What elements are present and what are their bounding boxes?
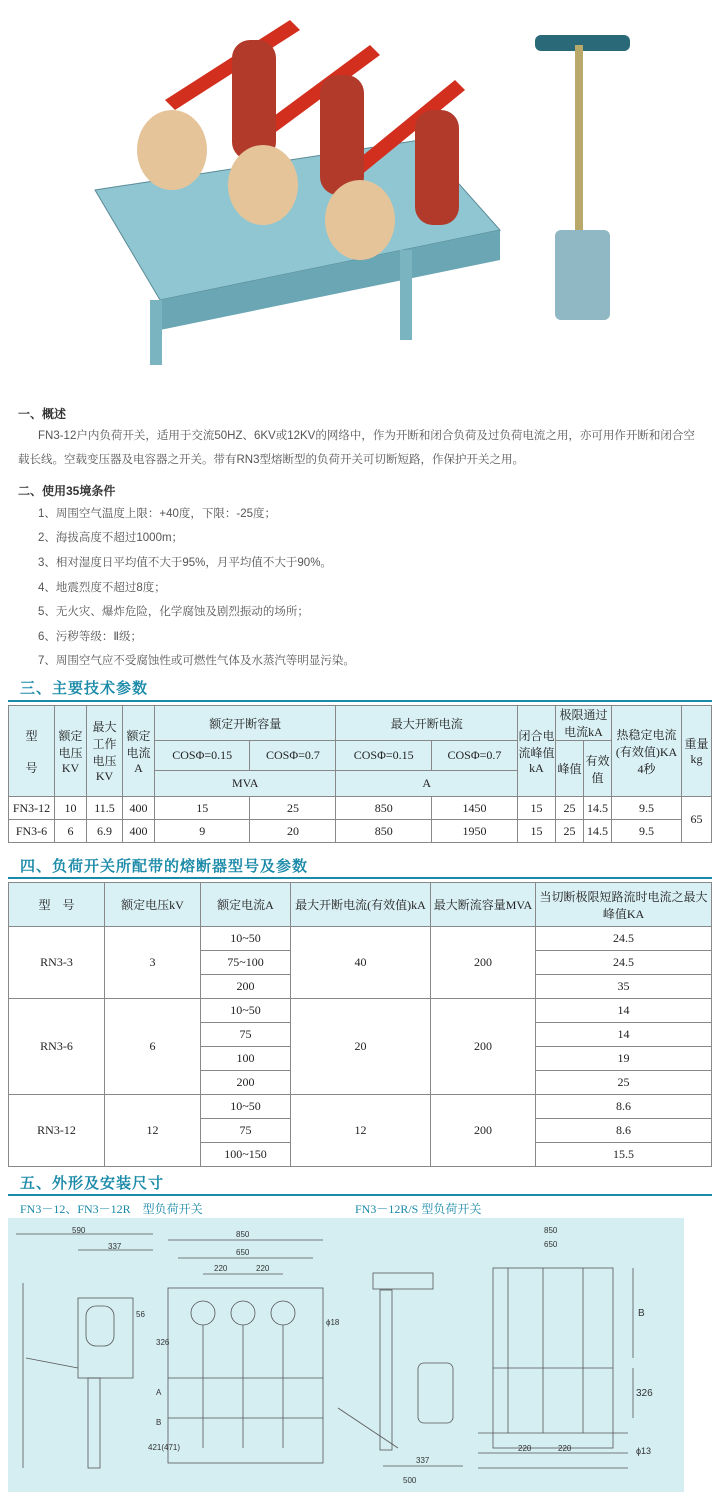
product-photo: [0, 0, 720, 395]
fuse-params-table: [8, 882, 712, 1167]
cell: 14.5: [584, 797, 612, 820]
left-drawing-caption: FN3－12、FN3－12R 型负荷开关: [20, 1202, 203, 1216]
th-fuse-max-i: 最大开断电流(有效值)kA: [291, 883, 431, 927]
cell: 400: [123, 797, 155, 820]
fuse-current-cell: 10~50: [201, 1095, 291, 1119]
cell: 9.5: [612, 797, 682, 820]
th-cos-3: COSΦ=0.15: [336, 741, 431, 771]
th-cos-1: COSΦ=0.15: [155, 741, 250, 771]
condition-item: 5、无火灾、爆炸危险，化学腐蚀及剧烈振动的场所；: [38, 606, 309, 618]
cell-model: FN3-12: [9, 797, 55, 820]
overview-heading: 一、概述: [18, 407, 67, 421]
th-mva: MVA: [155, 771, 336, 797]
fuse-max-current-cell: 12: [291, 1095, 431, 1167]
th-cos-4: COSΦ=0.7: [431, 741, 517, 771]
cell: 25: [556, 820, 584, 843]
fuse-peak-cell: 35: [536, 975, 712, 999]
th-fuse-rated-i: 额定电流A: [201, 883, 291, 927]
dim-label: B: [638, 1308, 645, 1319]
cell: 850: [336, 797, 431, 820]
fuse-peak-cell: 19: [536, 1047, 712, 1071]
right-drawing-caption: FN3－12R/S 型负荷开关: [355, 1202, 482, 1216]
fuse-max-current-cell: 20: [291, 999, 431, 1095]
dimensions-title: 五、外形及安装尺寸: [20, 1175, 165, 1192]
divider: [8, 700, 712, 702]
th-eff: 有效值: [584, 741, 612, 797]
th-max-v: 最大工作电压KV: [87, 706, 123, 797]
th-peak: 峰值: [556, 741, 584, 797]
overview-line-2: 载长线。空载变压器及电容器之开关。带有RN3型熔断型的负荷开关可切断短路，作保护开关之用。: [18, 454, 525, 466]
cell: 6.9: [87, 820, 123, 843]
fuse-current-cell: 100~150: [201, 1143, 291, 1167]
fuse-params-title: 四、负荷开关所配带的熔断器型号及参数: [20, 858, 309, 875]
th-break-cap: 额定开断容量: [155, 706, 336, 741]
fuse-peak-cell: 25: [536, 1071, 712, 1095]
cell: 15: [518, 820, 556, 843]
th-cos-2: COSΦ=0.7: [250, 741, 336, 771]
th-fuse-peak: 当切断极限短路流时电流之最大峰值KA: [536, 883, 712, 927]
th-thermal: 热稳定电流(有效值)KA 4秒: [612, 706, 682, 797]
divider: [8, 1194, 712, 1196]
cell: 1450: [431, 797, 517, 820]
condition-item: 2、海拔高度不超过1000m；: [38, 532, 184, 544]
dim-label: A: [156, 1388, 162, 1397]
dim-label: 220: [256, 1264, 270, 1273]
fuse-capacity-cell: 200: [431, 927, 536, 999]
fuse-row: [9, 999, 712, 1023]
cell: 10: [55, 797, 87, 820]
dim-label: 850: [236, 1230, 250, 1239]
condition-item: 4、地震烈度不超过8度；: [38, 582, 166, 594]
cell: 14.5: [584, 820, 612, 843]
dim-label: 650: [236, 1248, 250, 1257]
fuse-peak-cell: 24.5: [536, 951, 712, 975]
tech-params-table: [8, 705, 712, 843]
fuse-current-cell: 200: [201, 975, 291, 999]
fuse-voltage-cell: 3: [105, 927, 201, 999]
fuse-peak-cell: 24.5: [536, 927, 712, 951]
fuse-capacity-cell: 200: [431, 1095, 536, 1167]
fuse-capacity-cell: 200: [431, 999, 536, 1095]
fuse-model-cell: RN3-6: [9, 999, 105, 1095]
fuse-current-cell: 75: [201, 1119, 291, 1143]
dim-label: 220: [558, 1444, 572, 1453]
th-a: A: [336, 771, 518, 797]
fuse-current-cell: 100: [201, 1047, 291, 1071]
dim-label: 326: [156, 1338, 170, 1347]
dim-label: ϕ18: [326, 1318, 340, 1327]
th-rated-v: 额定电压KV: [55, 706, 87, 797]
fuse-peak-cell: 8.6: [536, 1119, 712, 1143]
cell: 1950: [431, 820, 517, 843]
dim-label: 421(471): [148, 1443, 181, 1452]
fuse-peak-cell: 15.5: [536, 1143, 712, 1167]
cell: 850: [336, 820, 431, 843]
cell-weight: 65: [682, 797, 712, 843]
fuse-model-cell: RN3-12: [9, 1095, 105, 1167]
th-fuse-max-cap: 最大断流容量MVA: [431, 883, 536, 927]
dim-label: B: [156, 1418, 162, 1427]
overview-line-1: FN3-12户内负荷开关，适用于交流50HZ、6KV或12KV的网络中，作为开断和闭合负荷及过负荷电流之用，亦可用作开断和闭合空: [38, 430, 695, 442]
fuse-voltage-cell: 6: [105, 999, 201, 1095]
fuse-peak-cell: 14: [536, 1023, 712, 1047]
tech-params-title: 三、主要技术参数: [20, 680, 149, 697]
dim-label: 337: [416, 1456, 430, 1465]
th-fuse-rated-v: 额定电压kV: [105, 883, 201, 927]
dim-label: ϕ13: [636, 1446, 652, 1456]
dim-label: 220: [518, 1444, 532, 1453]
cell: 400: [123, 820, 155, 843]
condition-item: 1、周围空气温度上限：+40度，下限：-25度；: [38, 508, 277, 520]
th-weight: 重量kg: [682, 706, 712, 797]
cell-model: FN3-6: [9, 820, 55, 843]
fuse-current-cell: 10~50: [201, 999, 291, 1023]
th-limit: 极限通过电流kA: [556, 706, 612, 741]
dimension-drawing: [8, 1218, 684, 1492]
condition-item: 7、周围空气应不受腐蚀性或可燃性气体及水蒸汽等明显污染。: [38, 655, 355, 667]
dim-label: 326: [636, 1388, 653, 1399]
th-model: 型 号: [9, 706, 55, 797]
cell: 15: [155, 797, 250, 820]
dim-label: 56: [136, 1310, 145, 1319]
fuse-voltage-cell: 12: [105, 1095, 201, 1167]
fuse-peak-cell: 14: [536, 999, 712, 1023]
dim-label: 337: [108, 1242, 122, 1251]
th-max-break-i: 最大开断电流: [336, 706, 518, 741]
dim-label: 590: [72, 1226, 86, 1235]
cell: 15: [518, 797, 556, 820]
fuse-peak-cell: 8.6: [536, 1095, 712, 1119]
cell: 20: [250, 820, 336, 843]
cell: 9: [155, 820, 250, 843]
cell: 6: [55, 820, 87, 843]
divider: [8, 877, 712, 879]
dim-label: 850: [544, 1226, 558, 1235]
th-close-peak: 闭合电流峰值kA: [518, 706, 556, 797]
dim-label: 500: [403, 1476, 417, 1485]
cell: 9.5: [612, 820, 682, 843]
cell: 11.5: [87, 797, 123, 820]
fuse-max-current-cell: 40: [291, 927, 431, 999]
fuse-row: [9, 927, 712, 951]
condition-item: 6、污秽等级：Ⅱ级；: [38, 631, 143, 643]
dim-label: 650: [544, 1240, 558, 1249]
fuse-model-cell: RN3-3: [9, 927, 105, 999]
cell: 25: [556, 797, 584, 820]
th-rated-i: 额定电流A: [123, 706, 155, 797]
fuse-current-cell: 10~50: [201, 927, 291, 951]
fuse-current-cell: 75: [201, 1023, 291, 1047]
condition-item: 3、相对湿度日平均值不大于95%，月平均值不大于90%。: [38, 557, 332, 569]
th-fuse-model: 型 号: [9, 883, 105, 927]
fuse-current-cell: 75~100: [201, 951, 291, 975]
conditions-heading: 二、使用35境条件: [18, 484, 116, 498]
fuse-current-cell: 200: [201, 1071, 291, 1095]
cell: 25: [250, 797, 336, 820]
dim-label: 220: [214, 1264, 228, 1273]
fuse-row: [9, 1095, 712, 1119]
